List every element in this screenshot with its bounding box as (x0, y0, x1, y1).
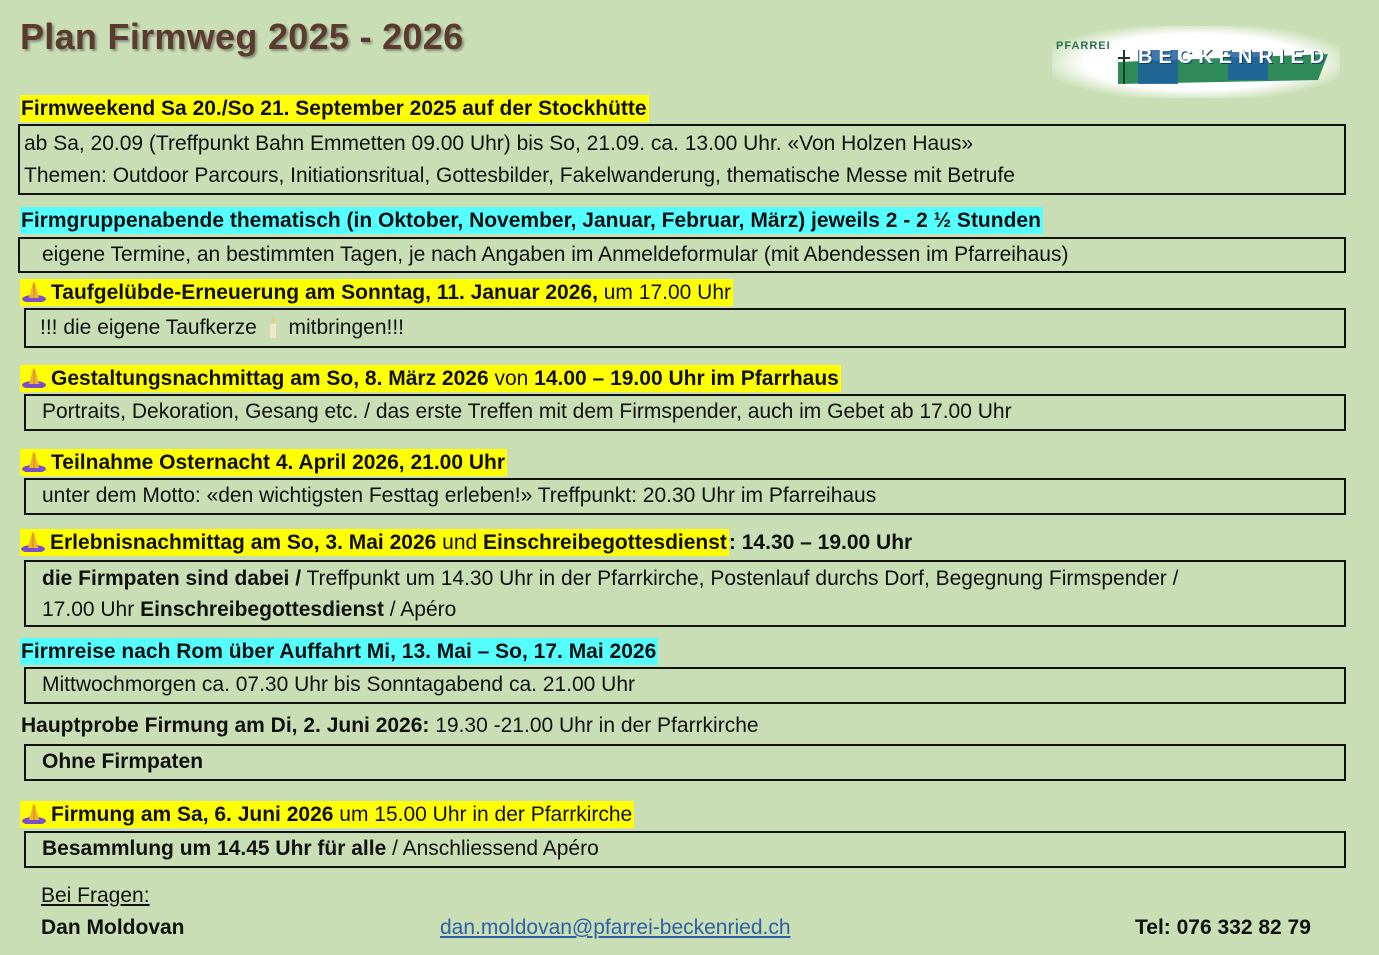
heading-gestaltung (20, 365, 841, 392)
osternacht-text: Teilnahme Osternacht 4. April 2026, 21.00 Uhr (51, 451, 506, 474)
osternacht-line1: unter dem Motto: «den wichtigsten Festtag erleben!» Treffpunkt: 20.30 Uhr im Pfarreihaus (42, 484, 877, 507)
heading-hauptprobe (20, 712, 761, 739)
section-erlebnis-heading (20, 529, 912, 556)
footer-contact-name: Dan Moldovan (41, 916, 185, 939)
heading-firmgruppen: Firmgruppenabende thematisch (in Oktober, November, Januar, Februar, März) jeweils 2 - 2 ½ Stunden (21, 209, 1041, 232)
praying-hands-icon (21, 450, 47, 472)
firmreise-line1: Mittwochmorgen ca. 07.30 Uhr bis Sonntagabend ca. 21.00 Uhr (42, 673, 636, 696)
erlebnis-line1-normal: Treffpunkt um 14.30 Uhr in der Pfarrkirche, Postenlauf durchs Dorf, Begegnung Firmspender / (301, 567, 1179, 590)
section-gestaltung-heading (20, 365, 841, 392)
erlebnis-line2-bold: Einschreibegottesdienst (140, 598, 384, 621)
box-erlebnis (24, 560, 1346, 627)
erlebnis-bold2: Einschreibegottesdienst (483, 531, 727, 554)
praying-hands-icon (20, 530, 46, 552)
box-firmung (24, 831, 1346, 868)
taufgeluebde-time: um 17.00 Uhr (597, 281, 731, 304)
box-gestaltung (24, 394, 1346, 431)
box-firmgruppen (18, 237, 1346, 273)
taufgeluebde-bold: Taufgelübde-Erneuerung am Sonntag, 11. Januar 2026, (51, 281, 598, 304)
footer-email-link[interactable]: dan.moldovan@pfarrei-beckenried.ch (440, 916, 791, 939)
footer-phone: Tel: 076 332 82 79 (1135, 916, 1311, 939)
heading-firmung (20, 801, 634, 828)
erlebnis-line1-bold: die Firmpaten sind dabei / (42, 567, 302, 590)
box-taufgeluebde (24, 308, 1346, 348)
erlebnis-line2-a: 17.00 Uhr (42, 598, 141, 621)
heading-erlebnis (20, 529, 912, 556)
praying-hands-icon (21, 366, 47, 388)
gestaltung-von: von (488, 367, 535, 390)
firmung-time: um 15.00 Uhr in der Pfarrkirche (333, 803, 633, 826)
erlebnis-time: : 14.30 – 19.00 Uhr (728, 531, 913, 554)
section-hauptprobe-heading (20, 712, 761, 739)
firmung-bold: Firmung am Sa, 6. Juni 2026 (51, 803, 334, 826)
box-firmweekend (18, 124, 1346, 195)
firmung-line1-normal: / Anschliessend Apéro (386, 837, 599, 860)
candle-icon (267, 316, 279, 338)
heading-firmreise: Firmreise nach Rom über Auffahrt Mi, 13. Mai – So, 17. Mai 2026 (21, 640, 657, 663)
gestaltung-line1: Portraits, Dekoration, Gesang etc. / das erste Treffen mit dem Firmspender, auch im Gebet ab 17.00 Uhr (42, 400, 1012, 423)
section-osternacht-heading (20, 449, 507, 476)
taufkerze-text-a: !!! die eigene Taufkerze (40, 316, 257, 339)
erlebnis-line1 (42, 563, 1344, 594)
hauptprobe-line1: Ohne Firmpaten (42, 750, 204, 773)
firmgruppen-line1: eigene Termine, an bestimmten Tagen, je nach Angaben im Anmeldeformular (mit Abendessen im Pfarreihaus) (42, 243, 1069, 266)
taufkerze-text-b: mitbringen!!! (288, 316, 405, 339)
logo-prefix: PFARREI (1056, 40, 1111, 52)
heading-osternacht (20, 449, 507, 476)
box-hauptprobe (24, 744, 1346, 781)
page-title: Plan Firmweg 2025 - 2026 (20, 16, 464, 57)
box-firmreise (24, 667, 1346, 704)
erlebnis-line2 (42, 594, 1344, 625)
firmweekend-line2: Themen: Outdoor Parcours, Initiationsritual, Gottesbilder, Fakelwanderung, thematische Messe mit Betrufe (24, 164, 1015, 187)
firmung-line1-bold: Besammlung um 14.45 Uhr für alle (42, 837, 387, 860)
logo-name: BECKENRIED (1138, 46, 1331, 68)
hauptprobe-time: 19.30 -21.00 Uhr in der Pfarrkirche (429, 714, 759, 737)
hauptprobe-bold: Hauptprobe Firmung am Di, 2. Juni 2026: (21, 714, 430, 737)
praying-hands-icon (21, 280, 47, 302)
gestaltung-bold1: Gestaltungsnachmittag am So, 8. März 2026 (51, 367, 489, 390)
erlebnis-bold1: Erlebnisnachmittag am So, 3. Mai 2026 (50, 531, 437, 554)
section-taufgeluebde-heading (20, 279, 733, 306)
heading-firmweekend: Firmweekend Sa 20./So 21. September 2025 auf der Stockhütte (21, 97, 647, 120)
gestaltung-bold2: 14.00 – 19.00 Uhr im Pfarrhaus (534, 367, 839, 390)
parish-logo (1052, 26, 1340, 98)
footer-questions: Bei Fragen: (41, 884, 150, 907)
section-firmgruppen-heading (20, 207, 1043, 234)
section-firmung-heading (20, 801, 634, 828)
box-osternacht (24, 478, 1346, 515)
firmweekend-line1: ab Sa, 20.09 (Treffpunkt Bahn Emmetten 09.00 Uhr) bis So, 21.09. ca. 13.00 Uhr. «Von Holzen Haus» (24, 132, 974, 155)
erlebnis-und: und (436, 531, 484, 554)
praying-hands-icon (21, 802, 47, 824)
section-firmreise-heading (20, 638, 658, 665)
section-firmweekend-heading (20, 95, 649, 122)
erlebnis-line2-b: / Apéro (383, 598, 457, 621)
heading-taufgeluebde (20, 279, 733, 306)
